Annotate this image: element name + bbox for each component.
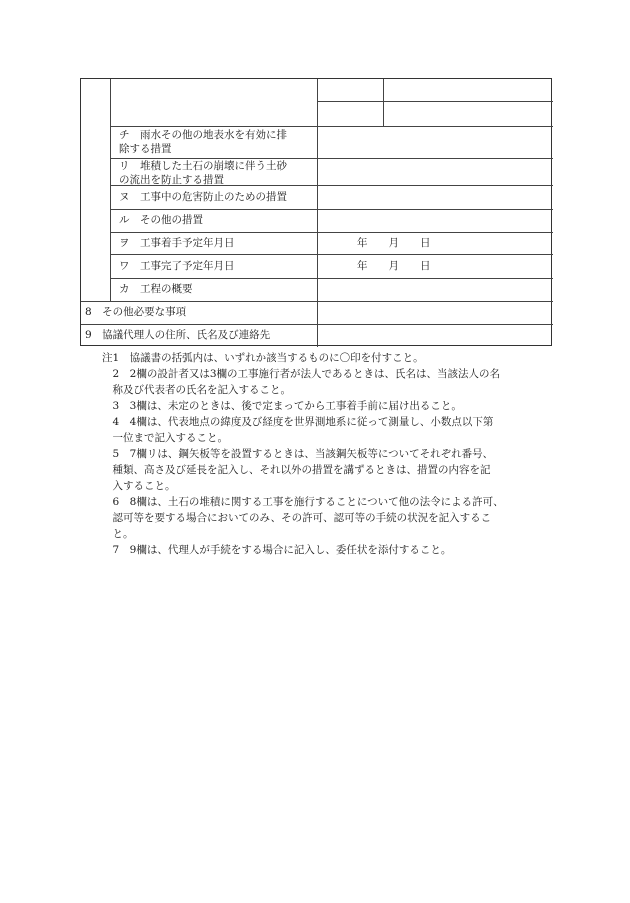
row-divider <box>110 126 553 127</box>
row-divider <box>110 278 553 279</box>
note-2: 2 2欄の設計者又は3欄の工事施行者が法人であるときは、氏名は、当該法人の名 称及び代表者の氏名を記入すること。 <box>102 368 501 396</box>
row-label-ri: リ 堆積した土石の崩壊に伴う土砂 の流出を防止する措置 <box>119 160 287 186</box>
row-divider <box>81 324 553 325</box>
end-date-value: 年 月 日 <box>357 260 431 272</box>
note-6: 6 8欄は、土石の堆積に関する工事を施行することについて他の法令による許可、 認可等を要する場合においてのみ、その許可、認可等の手続の状況を記入するこ と。 <box>102 496 504 540</box>
row-divider <box>317 101 553 102</box>
note-1: 注1 協議書の括弧内は、いずれか該当するものに〇印を付すこと。 <box>102 352 424 364</box>
row-label-nu: ヌ 工事中の危害防止のための措置 <box>119 191 287 203</box>
row-label-wa: ワ 工事完了予定年月日 <box>119 260 235 272</box>
row-label-chi: チ 雨水その他の地表水を有効に排 除する措置 <box>119 129 287 155</box>
row-divider <box>110 232 553 233</box>
col-divider-value <box>317 79 318 347</box>
note-4: 4 4欄は、代表地点の緯度及び経度を世界測地系に従って測量し、小数点以下第 一位まで記入すること。 <box>102 416 494 444</box>
row-divider <box>81 301 553 302</box>
form-table <box>80 78 552 346</box>
row-label-8: 8 その他必要な事項 <box>85 306 187 318</box>
col-divider-sub <box>383 79 384 126</box>
note-7: 7 9欄は、代理人が手続をする場合に記入し、委任状を添付すること。 <box>102 544 452 556</box>
row-label-wo: ヲ 工事着手予定年月日 <box>119 237 235 249</box>
row-label-9: 9 協議代理人の住所、氏名及び連絡先 <box>85 329 271 341</box>
row-divider <box>110 209 553 210</box>
row-label-ru: ル その他の措置 <box>119 214 203 226</box>
notes-section <box>102 350 562 558</box>
start-date-value: 年 月 日 <box>357 237 431 249</box>
row-label-ka: カ 工程の概要 <box>119 283 193 295</box>
note-5: 5 7欄リは、鋼矢板等を設置するときは、当該鋼矢板等についてそれぞれ番号、 種類、高さ及び延長を記入し、それ以外の措置を講ずるときは、措置の内容を記 入すること。 <box>102 448 494 492</box>
note-3: 3 3欄は、未定のときは、後で定まってから工事着手前に届け出ること。 <box>102 400 462 412</box>
col-divider-label <box>110 79 111 301</box>
row-divider <box>110 254 553 255</box>
